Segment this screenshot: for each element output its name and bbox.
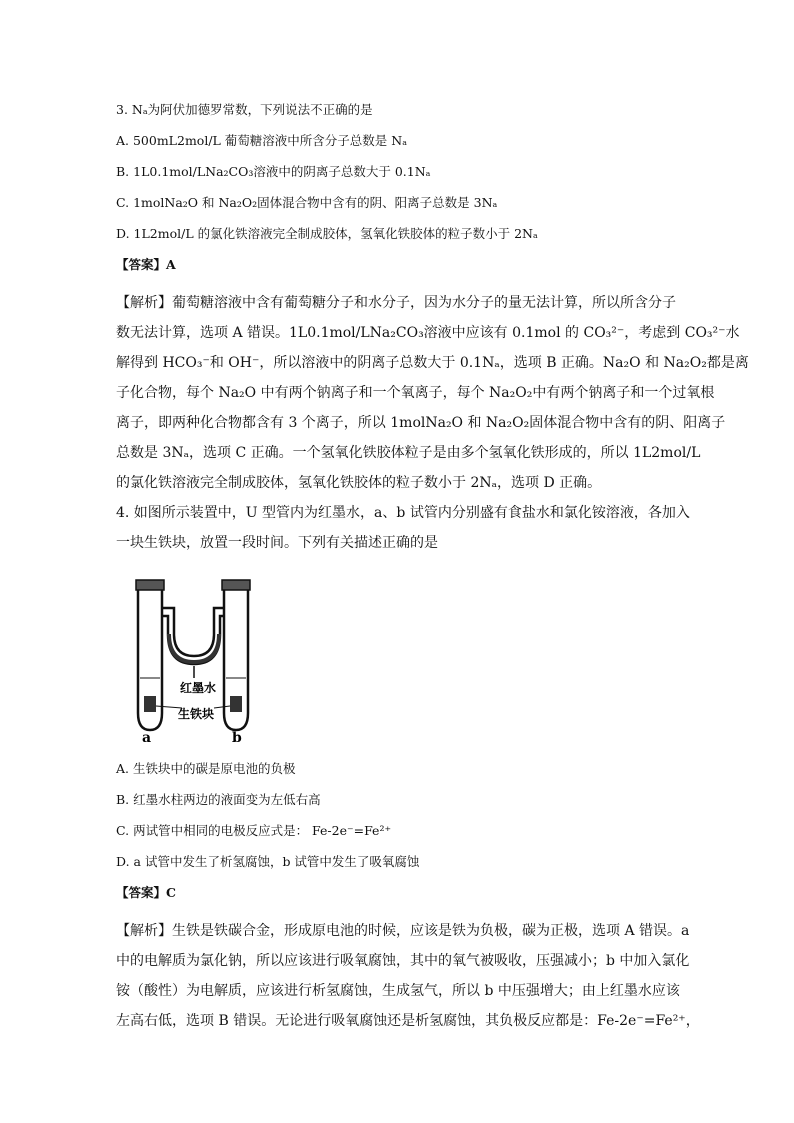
q3-option-b: B. 1L0.1mol/LNa₂CO₃溶液中的阴离子总数大于 0.1Nₐ — [116, 164, 431, 179]
q4-stem-line: 4. 如图所示装置中，U 型管内为红墨水，a、b 试管内分别盛有食盐水和氯化铵溶液，各加入 — [116, 505, 690, 521]
q4-analysis-line: 【解析】生铁是铁碳合金，形成原电池的时候，应该是铁为负极，碳为正极，选项 A 错误。a — [116, 923, 690, 939]
q4-answer: 【答案】C — [116, 885, 176, 900]
q3-option-a: A. 500mL2mol/L 葡萄糖溶液中所含分子总数是 Nₐ — [116, 133, 408, 148]
apparatus-drawing — [128, 568, 288, 743]
q4-option-b: B. 红墨水柱两边的液面变为左低右高 — [116, 792, 321, 807]
q3-analysis-line: 总数是 3Nₐ，选项 C 正确。一个氢氧化铁胶体粒子是由多个氢氧化铁形成的，所以 1L2mol/L — [116, 445, 701, 461]
q4-analysis-line: 左高右低，选项 B 错误。无论进行吸氧腐蚀还是析氢腐蚀，其负极反应都是：Fe-2e⁻=Fe²⁺， — [116, 1013, 700, 1029]
q3-analysis-line: 【解析】葡萄糖溶液中含有葡萄糖分子和水分子，因为水分子的量无法计算，所以所含分子 — [116, 295, 676, 311]
iron-block-b — [230, 696, 242, 712]
q4-stem — [116, 498, 690, 558]
label-a: a — [142, 730, 152, 743]
q4-analysis-line: 铵（酸性）为电解质，应该进行析氢腐蚀，生成氢气，所以 b 中压强增大；由上红墨水应该 — [116, 983, 680, 999]
stopper-b — [222, 580, 250, 590]
q4-analysis-line: 中的电解质为氯化钠，所以应该进行吸氧腐蚀，其中的氧气被吸收，压强减小；b 中加入氯化 — [116, 953, 690, 969]
q4-option-c: C. 两试管中相同的电极反应式是： Fe-2e⁻=Fe²⁺ — [116, 823, 392, 838]
q4-analysis — [116, 916, 700, 1036]
q3-stem: 3. Nₐ为阿伏加德罗常数，下列说法不正确的是 — [116, 102, 373, 117]
label-iron-block: 生铁块 — [178, 707, 215, 721]
q3-answer: 【答案】A — [116, 257, 176, 272]
q3-analysis-line: 子化合物，每个 Na₂O 中有两个钠离子和一个氧离子，每个 Na₂O₂中有两个钠离子和一个过氧根 — [116, 385, 715, 401]
q3-analysis-line: 离子，即两种化合物都含有 3 个离子，所以 1molNa₂O 和 Na₂O₂固体混合物中含有的阴、阳离子 — [116, 415, 726, 431]
q3-analysis-line: 数无法计算，选项 A 错误。1L0.1mol/LNa₂CO₃溶液中应该有 0.1mol 的 CO₃²⁻，考虑到 CO₃²⁻水 — [116, 325, 740, 341]
label-b: b — [232, 730, 242, 743]
q4-stem-line: 一块生铁块，放置一段时间。下列有关描述正确的是 — [116, 535, 438, 551]
document-page — [116, 102, 749, 1036]
u-tube-apparatus-figure — [128, 568, 288, 743]
q3-analysis — [116, 288, 749, 498]
label-red-ink: 红墨水 — [180, 681, 217, 695]
q4-option-a: A. 生铁块中的碳是原电池的负极 — [116, 761, 296, 776]
stopper-a — [136, 580, 164, 590]
q3-analysis-line: 解得到 HCO₃⁻和 OH⁻，所以溶液中的阴离子总数大于 0.1Nₐ，选项 B 正确。Na₂O 和 Na₂O₂都是离 — [116, 355, 749, 371]
q3-option-d: D. 1L2mol/L 的氯化铁溶液完全制成胶体，氢氧化铁胶体的粒子数小于 2Nₐ — [116, 226, 538, 241]
q4-option-d: D. a 试管中发生了析氢腐蚀，b 试管中发生了吸氧腐蚀 — [116, 854, 420, 869]
q3-analysis-line: 的氯化铁溶液完全制成胶体，氢氧化铁胶体的粒子数小于 2Nₐ，选项 D 正确。 — [116, 475, 602, 491]
q3-option-c: C. 1molNa₂O 和 Na₂O₂固体混合物中含有的阴、阳离子总数是 3Nₐ — [116, 195, 498, 210]
iron-block-a — [144, 696, 156, 712]
